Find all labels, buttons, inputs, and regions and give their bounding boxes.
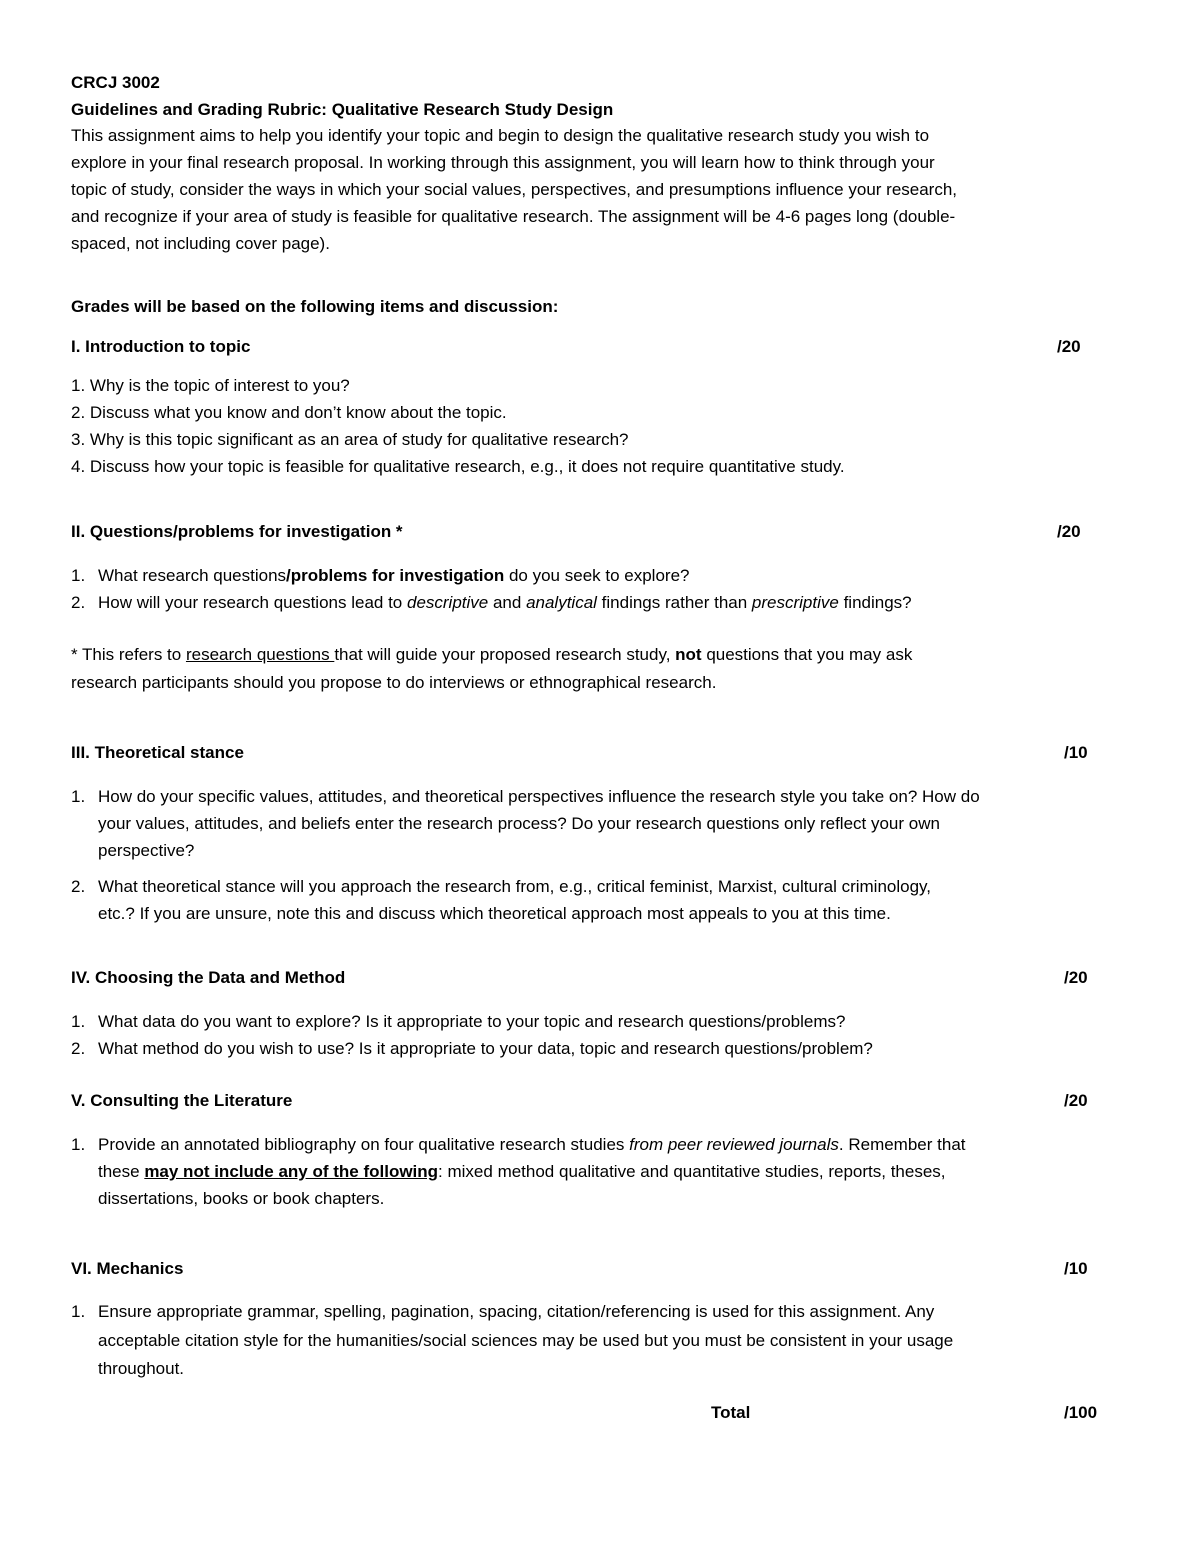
text-run: findings rather than bbox=[596, 593, 752, 612]
total-points: /100 bbox=[1064, 1403, 1098, 1422]
list-item: What method do you wish to use? Is it appropriate to your data, topic and research questions/problem? bbox=[98, 1039, 873, 1058]
document-title: Guidelines and Grading Rubric: Qualitative Research Study Design bbox=[71, 100, 614, 119]
list-item: 4. Discuss how your topic is feasible for qualitative research, e.g., it does not require quantitative study. bbox=[71, 457, 845, 476]
text-run: and bbox=[488, 593, 527, 612]
list-item-line: dissertations, books or book chapters. bbox=[98, 1189, 385, 1208]
intro-line: and recognize if your area of study is feasible for qualitative research. The assignment will be 4-6 pages long (double- bbox=[71, 207, 956, 226]
list-number: 2. bbox=[71, 1039, 86, 1058]
section-title: I. Introduction to topic bbox=[71, 337, 251, 356]
intro-line: This assignment aims to help you identify your topic and begin to design the qualitative research study you wish to bbox=[71, 126, 930, 145]
list-item-line: How do your specific values, attitudes, and theoretical perspectives influence the research style you take on? How do bbox=[98, 787, 980, 806]
section-title: IV. Choosing the Data and Method bbox=[71, 968, 346, 987]
list-number: 1. bbox=[71, 787, 86, 806]
list-item-line: perspective? bbox=[98, 841, 195, 860]
underline-run: research questions bbox=[185, 645, 335, 664]
italic-run: descriptive bbox=[406, 593, 489, 612]
italic-run: analytical bbox=[526, 593, 597, 612]
list-item-line: What theoretical stance will you approach the research from, e.g., critical feminist, Marxist, cultural criminology, bbox=[98, 877, 931, 896]
section-title: VI. Mechanics bbox=[71, 1259, 184, 1278]
text-run: that will guide your proposed research study, bbox=[334, 645, 676, 664]
list-number: 2. bbox=[71, 877, 86, 896]
italic-run: prescriptive bbox=[751, 593, 839, 612]
bold-underline-run: may not include any of the following bbox=[144, 1162, 439, 1181]
list-item: What data do you want to explore? Is it appropriate to your topic and research questions/problems? bbox=[98, 1012, 846, 1031]
section-points: /20 bbox=[1064, 968, 1088, 987]
bold-run: /problems for investigation bbox=[286, 566, 505, 585]
list-number: 2. bbox=[71, 593, 86, 612]
section-title: V. Consulting the Literature bbox=[71, 1091, 293, 1110]
list-number: 1. bbox=[71, 1135, 86, 1154]
grades-heading: Grades will be based on the following items and discussion: bbox=[71, 297, 559, 316]
list-item-line: your values, attitudes, and beliefs enter the research process? Do your research questions only reflect your own bbox=[98, 814, 940, 833]
text-run: Provide an annotated bibliography on four qualitative research studies bbox=[98, 1135, 630, 1154]
list-number: 1. bbox=[71, 1012, 86, 1031]
list-number: 1. bbox=[71, 566, 86, 585]
list-item bbox=[98, 592, 912, 614]
list-item-line: etc.? If you are unsure, note this and discuss which theoretical approach most appeals to you at this time. bbox=[98, 904, 891, 923]
footnote-line: research participants should you propose to do interviews or ethnographical research. bbox=[71, 673, 717, 692]
bold-run: not bbox=[675, 645, 702, 664]
course-code: CRCJ 3002 bbox=[71, 73, 160, 92]
section-points: /20 bbox=[1057, 522, 1081, 541]
section-title: III. Theoretical stance bbox=[71, 743, 244, 762]
list-item: 2. Discuss what you know and don’t know about the topic. bbox=[71, 403, 507, 422]
section-points: /10 bbox=[1064, 743, 1088, 762]
footnote-line bbox=[71, 644, 912, 666]
text-run: do you seek to explore? bbox=[504, 566, 690, 585]
intro-line: explore in your final research proposal. In working through this assignment, you will learn how to think through your bbox=[71, 153, 935, 172]
text-run: questions that you may ask bbox=[701, 645, 913, 664]
list-item bbox=[98, 565, 689, 587]
italic-run: from peer reviewed journals bbox=[629, 1135, 839, 1154]
section-title: II. Questions/problems for investigation * bbox=[71, 522, 403, 541]
list-item-line: Ensure appropriate grammar, spelling, pagination, spacing, citation/referencing is used for this assignment. Any bbox=[98, 1302, 935, 1321]
text-run: * This refers to bbox=[71, 645, 186, 664]
section-points: /20 bbox=[1064, 1091, 1088, 1110]
text-run: . Remember that bbox=[838, 1135, 966, 1154]
text-run: these bbox=[98, 1162, 145, 1181]
list-item: 3. Why is this topic significant as an area of study for qualitative research? bbox=[71, 430, 629, 449]
section-points: /20 bbox=[1057, 337, 1081, 356]
intro-line: spaced, not including cover page). bbox=[71, 234, 330, 253]
list-item-line: throughout. bbox=[98, 1359, 185, 1378]
list-item-line: acceptable citation style for the humanities/social sciences may be used but you must be consistent in your usage bbox=[98, 1331, 954, 1350]
intro-line: topic of study, consider the ways in which your social values, perspectives, and presumptions influence your research, bbox=[71, 180, 958, 199]
text-run: What research questions bbox=[98, 566, 287, 585]
list-item-line bbox=[98, 1161, 946, 1183]
section-points: /10 bbox=[1064, 1259, 1088, 1278]
list-item: 1. Why is the topic of interest to you? bbox=[71, 376, 350, 395]
text-run: findings? bbox=[838, 593, 912, 612]
total-label: Total bbox=[711, 1403, 751, 1422]
list-item-line bbox=[98, 1134, 966, 1156]
text-run: How will your research questions lead to bbox=[98, 593, 407, 612]
text-run: : mixed method qualitative and quantitative studies, reports, theses, bbox=[438, 1162, 946, 1181]
list-number: 1. bbox=[71, 1302, 86, 1321]
